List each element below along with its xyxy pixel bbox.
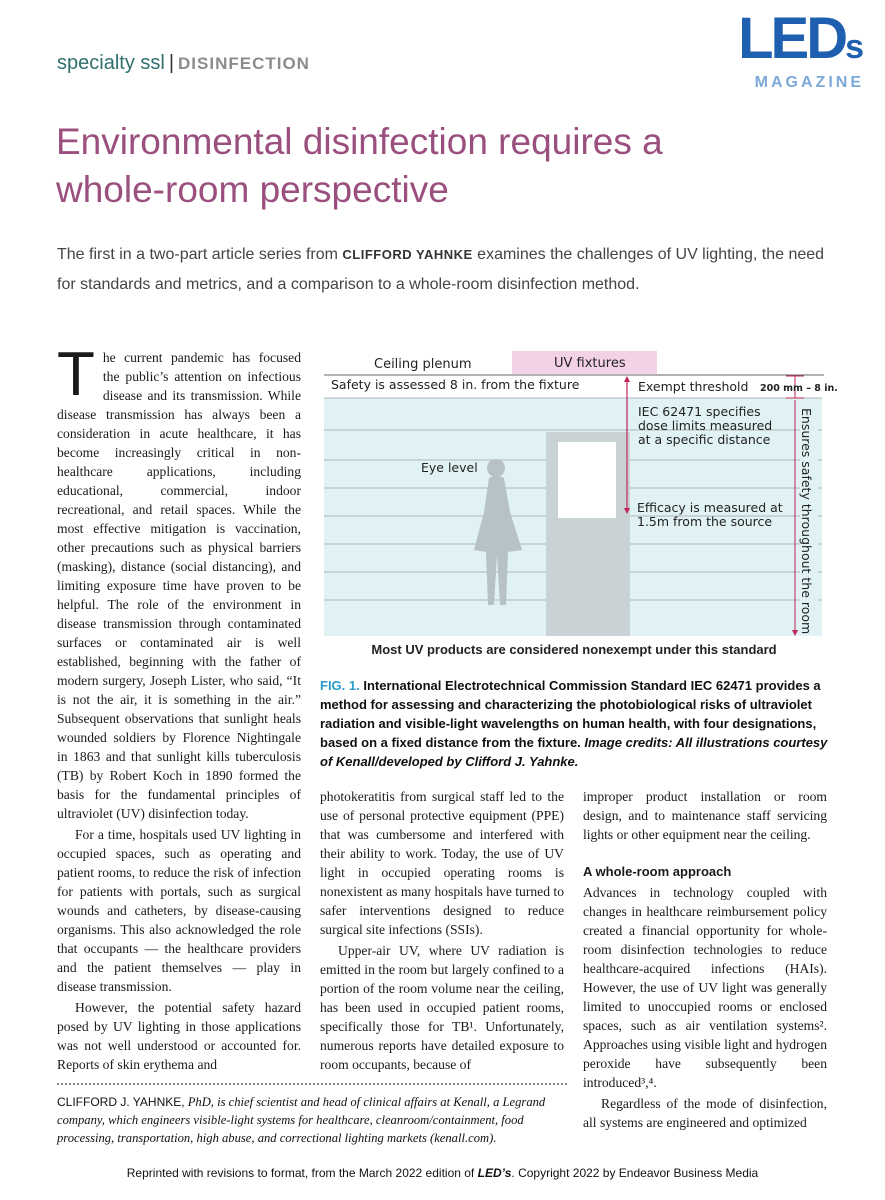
iec-label-line-1: IEC 62471 specifies xyxy=(638,404,761,419)
paragraph: improper product installation or room design, and to maintenance staff servicing lights or other equipment near the ceiling. xyxy=(583,789,827,842)
article-headline: Environmental disinfection requires a whole-room perspective xyxy=(56,121,663,210)
safety-assessed-label: Safety is assessed 8 in. from the fixture xyxy=(331,377,580,392)
figure-title: Most UV products are considered nonexempt under this standard xyxy=(371,642,777,657)
caption-label: FIG. 1. xyxy=(320,678,360,693)
distance-value-label: 200 mm – 8 in. xyxy=(760,383,838,394)
door-window xyxy=(558,442,616,518)
bio-name: CLIFFORD J. YAHNKE, xyxy=(57,1095,185,1109)
dek-text-before: The first in a two-part article series from xyxy=(57,246,343,263)
subheading: A whole-room approach xyxy=(583,864,732,879)
leds-magazine-logo xyxy=(724,6,864,92)
drop-cap: T xyxy=(57,340,95,409)
dek-author: CLIFFORD YAHNKE xyxy=(342,247,473,262)
paragraph: Regardless of the mode of disinfection, all systems are engineered and optimized xyxy=(583,1096,827,1130)
footer-text-before: Reprinted with revisions to format, from the March 2022 edition of xyxy=(126,1166,478,1180)
paragraph: he current pandemic has focused the public’s attention on infectious disease and its transmission. While disease transmission has always been a consideration in acute healthcare, it has become increasingly critical in non-healthcare applications, including educational, commercial, indoor recreational, and retail spaces. While the most effective mitigation is vaccination, other precautions such as physical barriers (masking), distance (social distancing), and limiting exposure time have proven to be helpful. The role of the environment in disease transmission through contaminated surfaces or contaminated air is well established, beginning with the father of modern surgery, Joseph Lister, who said, “It is not the air, it is something in the air.” Subsequent observations that sunlight heals wounded soldiers by Florence Nightingale in 1863 and that sunlight kills tuberculosis (TB) by Robert Koch in 1890 formed the basis for the fundamental principles of ultraviolet (UV) disinfection today. xyxy=(57,350,301,821)
eye-level-label: Eye level xyxy=(421,460,478,475)
paragraph: For a time, hospitals used UV lighting in occupied spaces, such as operating and patient rooms, to reduce the risk of infection for patients with portals, such as surgical wounds and catheters, by disease-causing organisms. This also acknowledged the role that occupants — the healthcare providers and the patient themselves — play in disease transmission. xyxy=(57,827,301,994)
figure-caption xyxy=(320,676,830,771)
section-label xyxy=(57,52,310,75)
body-column-1 xyxy=(57,340,301,1074)
reprint-footer xyxy=(0,1166,885,1180)
ceiling-plenum-label: Ceiling plenum xyxy=(374,357,472,372)
efficacy-label-line-2: 1.5m from the source xyxy=(637,514,773,529)
distance-arrowhead-top xyxy=(624,376,630,382)
section-topic: DISINFECTION xyxy=(178,54,310,73)
article-dek xyxy=(57,240,837,300)
room-diagram xyxy=(324,350,838,650)
footer-text-after: . Copyright 2022 by Endeavor Business Media xyxy=(511,1166,759,1180)
body-column-3 xyxy=(583,787,827,1132)
body-column-2 xyxy=(320,787,564,1074)
paragraph: However, the potential safety hazard posed by UV lighting in those applications was not well understood or accounted for. Reports of skin erythema and xyxy=(57,1000,301,1072)
section-separator: | xyxy=(168,52,175,74)
bio-divider xyxy=(57,1083,567,1085)
exempt-threshold-label: Exempt threshold xyxy=(638,379,749,394)
caption-text: International Electrotechnical Commission Standard IEC 62471 provides a method for assessing and characterizing the photobiological risks of ultraviolet radiation and visible-light wavelengths on human health, with four designations, based on a fixed distance from the fixture. xyxy=(320,678,821,750)
paragraph: Upper-air UV, where UV radiation is emitted in the room but largely confined to a portion of the room volume near the ceiling, has been used in occupied patient rooms, specifically those for TB¹. Unfortunately, numerous reports have detailed exposure to room occupants, because of xyxy=(320,943,564,1072)
ensures-safety-label: Ensures safety throughout the room xyxy=(799,408,814,635)
iec-label-line-2: dose limits measured xyxy=(638,418,773,433)
footer-publication: LED’s xyxy=(477,1166,512,1180)
efficacy-label-line-1: Efficacy is measured at xyxy=(637,500,783,515)
caption-credit: Image credits: All illustrations courtesy of Kenall/developed by Clifford J. Yahnke. xyxy=(320,735,828,769)
uv-fixtures-label: UV fixtures xyxy=(554,356,626,371)
dek-text-after: examines the challenges of UV lighting, the need for standards and metrics, and a comparison to a whole-room disinfection method. xyxy=(57,246,825,293)
paragraph: photokeratitis from surgical staff led to the use of personal protective equipment (PPE) that was cumbersome and interfered with their ability to work. Today, the use of UV light in occupied operating rooms is nonexistent as many hospitals have turned to safer interventions designed to reduce surgical site infections (SSIs). xyxy=(320,789,564,937)
section-name: specialty ssl xyxy=(57,52,165,74)
logo-s-text: s xyxy=(845,28,864,66)
author-bio xyxy=(57,1093,577,1147)
bio-text: PhD, is chief scientist and head of clinical affairs at Kenall, a Legrand company, which engineers visible-light systems for healthcare, cleanroom/containment, food processing, transportation, high abuse, and correctional lighting markets (kenall.com). xyxy=(57,1095,546,1145)
logo-main-text: LED xyxy=(738,6,846,71)
logo-subtitle: MAGAZINE xyxy=(754,74,864,91)
paragraph: Advances in technology coupled with changes in healthcare reimbursement policy created a financial opportunity for whole-room disinfection technologies to reduce healthcare-acquired infections (HAIs). However, the use of UV light was generally limited to unoccupied rooms or enclosed spaces, such as air ventilation systems². Approaches using visible light and hydrogen peroxide have subsequently been introduced³,⁴. xyxy=(583,885,827,1090)
iec-label-line-3: at a specific distance xyxy=(638,432,771,447)
logo-wordmark xyxy=(724,6,864,72)
